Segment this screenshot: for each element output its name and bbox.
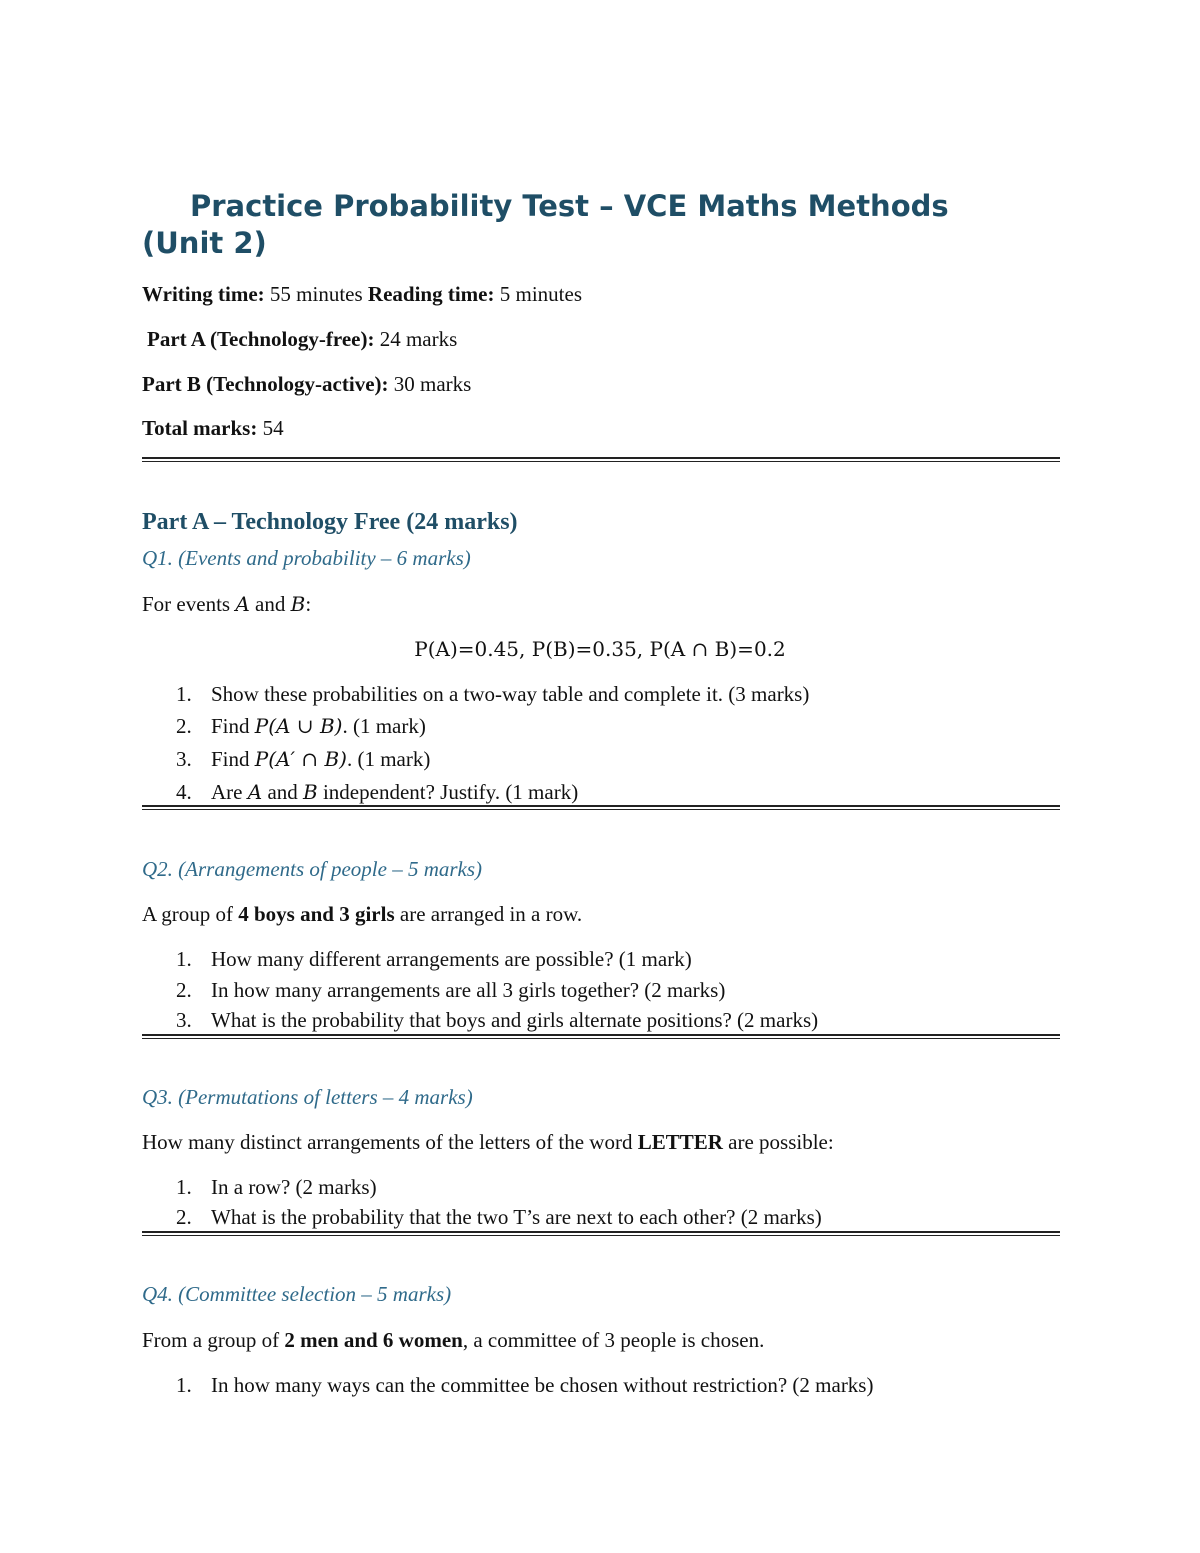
q1-item-4-post: independent? Justify. (1 mark)	[317, 780, 579, 804]
list-number: 3.	[176, 747, 192, 771]
list-number: 2.	[176, 978, 192, 1002]
q2-item-2-text: In how many arrangements are all 3 girls together? (2 marks)	[211, 978, 726, 1002]
q3-item-1-text: In a row? (2 marks)	[211, 1175, 377, 1199]
q2-item-3	[176, 1007, 818, 1033]
time-info-line	[142, 281, 582, 307]
q1-item-4-mid: and	[262, 780, 304, 804]
q3-item-2-text: What is the probability that the two T’s are next to each other? (2 marks)	[211, 1205, 822, 1229]
writing-time-label: Writing time:	[142, 282, 265, 306]
list-number: 3.	[176, 1008, 192, 1032]
q4-item-1	[176, 1372, 873, 1398]
q3-intro	[142, 1129, 834, 1155]
total-marks-label: Total marks:	[142, 416, 258, 440]
section-divider	[142, 457, 1060, 462]
q1-item-3	[176, 746, 430, 772]
list-number: 2.	[176, 714, 192, 738]
q4-intro-bold: 2 men and 6 women	[284, 1328, 463, 1352]
q1-item-2	[176, 713, 426, 739]
q1-item-4-b: B	[303, 780, 318, 804]
q2-intro-post: are arranged in a row.	[394, 902, 583, 926]
q4-heading: Q4. (Committee selection – 5 marks)	[142, 1282, 452, 1306]
total-marks-value: 54	[257, 416, 284, 440]
q1-item-1-text: Show these probabilities on a two-way table and complete it. (3 marks)	[211, 682, 810, 706]
document-title-line2: (Unit 2)	[142, 226, 267, 260]
q3-item-1	[176, 1174, 377, 1200]
part-a-value: 24 marks	[374, 327, 458, 351]
section-divider	[142, 1034, 1060, 1039]
q1-item-3-post: . (1 mark)	[346, 747, 431, 771]
q1-item-2-math: P(A ∪ B)	[254, 714, 343, 738]
part-a-label: Part A (Technology-free):	[147, 327, 375, 351]
list-number: 2.	[176, 1205, 192, 1229]
list-number: 4.	[176, 780, 192, 804]
q1-intro	[142, 591, 311, 617]
q1-intro-text: For events	[142, 592, 236, 616]
q3-intro-pre: How many distinct arrangements of the letters of the word	[142, 1130, 638, 1154]
section-divider	[142, 805, 1060, 810]
writing-time-value: 55 minutes	[264, 282, 368, 306]
q1-equation: P(A)=0.45, P(B)=0.35, P(A ∩ B)=0.2	[414, 637, 786, 661]
part-a-info-line	[147, 326, 457, 352]
q4-intro-pre: From a group of	[142, 1328, 285, 1352]
q1-item-2-pre: Find	[211, 714, 255, 738]
list-number: 1.	[176, 1373, 192, 1397]
q3-item-2	[176, 1204, 822, 1230]
reading-time-value: 5 minutes	[494, 282, 582, 306]
q2-intro	[142, 901, 582, 927]
q1-item-2-post: . (1 mark)	[342, 714, 426, 738]
q4-intro-post: , a committee of 3 people is chosen.	[462, 1328, 765, 1352]
q2-item-3-text: What is the probability that boys and girls alternate positions? (2 marks)	[211, 1008, 819, 1032]
q1-item-4-pre: Are	[211, 780, 248, 804]
q1-intro-and: and	[249, 592, 291, 616]
q2-intro-bold: 4 boys and 3 girls	[238, 902, 395, 926]
q1-item-1	[176, 681, 809, 707]
q1-item-4	[176, 779, 578, 805]
part-a-heading: Part A – Technology Free (24 marks)	[142, 509, 518, 535]
document-title-line1: Practice Probability Test – VCE Maths Methods	[190, 189, 949, 223]
list-number: 1.	[176, 947, 192, 971]
q2-item-2	[176, 977, 725, 1003]
q2-item-1-text: How many different arrangements are possible? (1 mark)	[211, 947, 692, 971]
q1-event-b: B	[290, 592, 306, 616]
q1-intro-colon: :	[305, 592, 312, 616]
list-number: 1.	[176, 1175, 192, 1199]
q2-heading: Q2. (Arrangements of people – 5 marks)	[142, 857, 483, 881]
list-number: 1.	[176, 682, 192, 706]
q4-item-1-text: In how many ways can the committee be chosen without restriction? (2 marks)	[211, 1373, 874, 1397]
q1-heading: Q1. (Events and probability – 6 marks)	[142, 546, 471, 570]
q1-item-3-pre: Find	[211, 747, 255, 771]
section-divider	[142, 1231, 1060, 1236]
reading-time-label: Reading time:	[367, 282, 495, 306]
q2-intro-pre: A group of	[142, 902, 239, 926]
q3-intro-post: are possible:	[722, 1130, 834, 1154]
q1-item-3-math: P(A′ ∩ B)	[254, 747, 347, 771]
total-marks-line	[142, 415, 284, 441]
q3-heading: Q3. (Permutations of letters – 4 marks)	[142, 1085, 473, 1109]
q3-intro-bold: LETTER	[637, 1130, 723, 1154]
q2-item-1	[176, 946, 692, 972]
part-b-info-line	[142, 371, 471, 397]
q1-item-4-a: A	[247, 780, 263, 804]
part-b-value: 30 marks	[388, 372, 472, 396]
q1-event-a: A	[235, 592, 250, 616]
part-b-label: Part B (Technology-active):	[142, 372, 389, 396]
q4-intro	[142, 1327, 764, 1353]
